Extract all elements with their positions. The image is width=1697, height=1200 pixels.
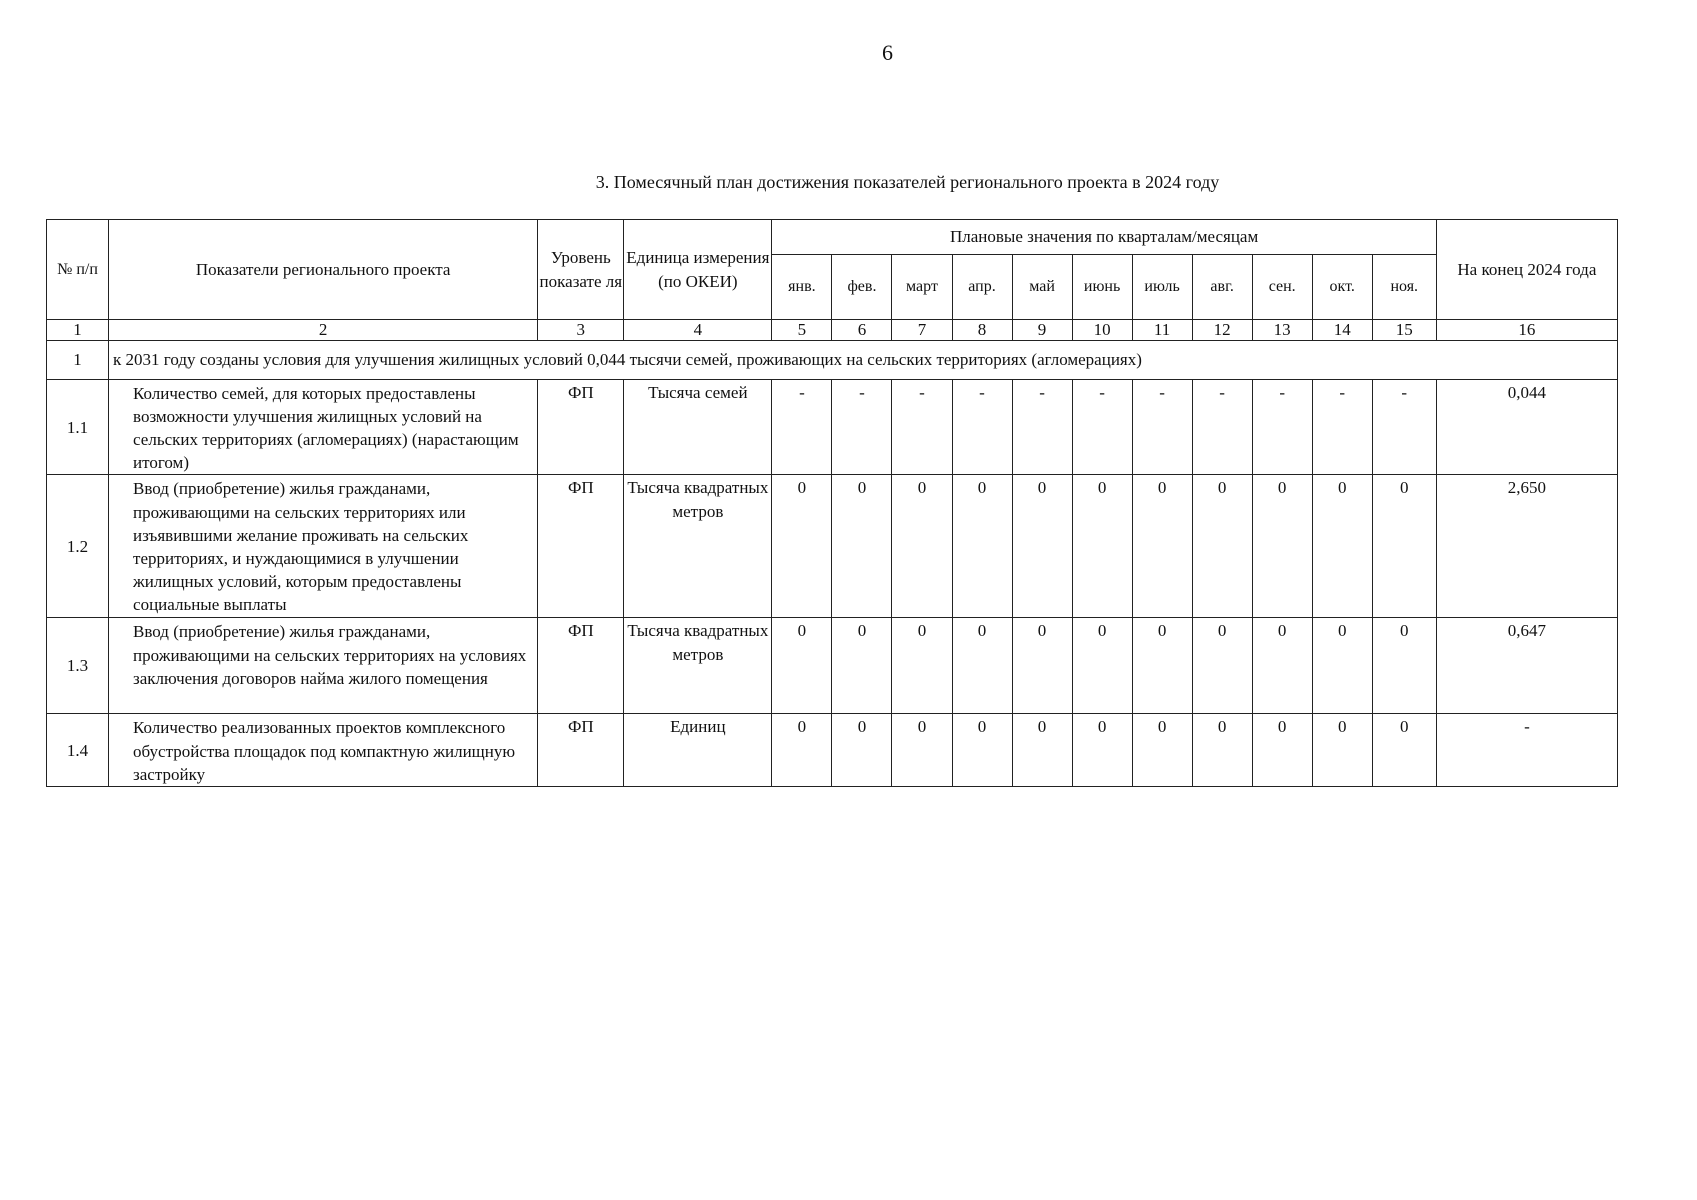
month-value: 0 — [832, 714, 892, 786]
month-value: 0 — [1072, 475, 1132, 618]
month-value: - — [1192, 380, 1252, 475]
month-value: 0 — [772, 714, 832, 786]
column-number: 4 — [624, 320, 772, 341]
row-number: 1.2 — [47, 475, 109, 618]
month-value: 0 — [1312, 618, 1372, 714]
column-number: 13 — [1252, 320, 1312, 341]
year-end-value: 0,044 — [1436, 380, 1617, 475]
month-value: - — [1312, 380, 1372, 475]
month-value: 0 — [952, 714, 1012, 786]
page-number: 6 — [882, 40, 893, 65]
header-month: янв. — [772, 255, 832, 320]
goal-number: 1 — [47, 341, 109, 380]
indicator-name: Ввод (приобретение) жилья гражданами, проживающими на сельских территориях или изъявившими желание проживать на сельских территориях, и нуждающимися в улучшении жилищных условий, которым предоставлены социальные выплаты — [109, 475, 538, 618]
month-value: 0 — [892, 475, 952, 618]
header-month: март — [892, 255, 952, 320]
column-number: 5 — [772, 320, 832, 341]
header-month: ноя. — [1372, 255, 1436, 320]
header-level: Уровень показате ля — [538, 220, 624, 320]
month-value: 0 — [832, 618, 892, 714]
month-value: 0 — [1072, 714, 1132, 786]
column-number: 16 — [1436, 320, 1617, 341]
month-value: - — [1072, 380, 1132, 475]
header-num: № п/п — [47, 220, 109, 320]
header-month: сен. — [1252, 255, 1312, 320]
column-number: 14 — [1312, 320, 1372, 341]
header-month: авг. — [1192, 255, 1252, 320]
header-unit: Единица измерения (по ОКЕИ) — [624, 220, 772, 320]
month-value: 0 — [772, 618, 832, 714]
month-value: 0 — [952, 475, 1012, 618]
header-month: фев. — [832, 255, 892, 320]
month-value: 0 — [1192, 475, 1252, 618]
header-month: июнь — [1072, 255, 1132, 320]
header-plan: Плановые значения по кварталам/месяцам — [772, 220, 1436, 255]
column-number: 15 — [1372, 320, 1436, 341]
column-number: 11 — [1132, 320, 1192, 341]
month-value: 0 — [1372, 618, 1436, 714]
column-number: 6 — [832, 320, 892, 341]
month-value: - — [892, 380, 952, 475]
header-indicators: Показатели регионального проекта — [109, 220, 538, 320]
indicator-name: Количество семей, для которых предоставлены возможности улучшения жилищных условий на сельских территориях (агломерациях) (нарастающим итогом) — [109, 380, 538, 475]
indicator-unit: Тысяча семей — [624, 380, 772, 475]
month-value: - — [832, 380, 892, 475]
month-value: - — [952, 380, 1012, 475]
month-value: 0 — [1192, 714, 1252, 786]
month-value: - — [1252, 380, 1312, 475]
year-end-value: - — [1436, 714, 1617, 786]
column-number: 12 — [1192, 320, 1252, 341]
month-value: - — [1372, 380, 1436, 475]
month-value: 0 — [1192, 618, 1252, 714]
column-number: 10 — [1072, 320, 1132, 341]
row-number: 1.4 — [47, 714, 109, 786]
indicator-level: ФП — [538, 618, 624, 714]
month-value: 0 — [1132, 714, 1192, 786]
month-value: 0 — [1012, 714, 1072, 786]
indicator-name: Ввод (приобретение) жилья гражданами, проживающими на сельских территориях на условиях заключения договоров найма жилого помещения — [109, 618, 538, 714]
year-end-value: 2,650 — [1436, 475, 1617, 618]
indicator-level: ФП — [538, 380, 624, 475]
column-number: 8 — [952, 320, 1012, 341]
month-value: - — [1132, 380, 1192, 475]
indicator-level: ФП — [538, 714, 624, 786]
month-value: 0 — [1132, 475, 1192, 618]
month-value: 0 — [1312, 475, 1372, 618]
month-value: 0 — [1072, 618, 1132, 714]
column-number: 3 — [538, 320, 624, 341]
indicator-level: ФП — [538, 475, 624, 618]
month-value: 0 — [1132, 618, 1192, 714]
header-month: июль — [1132, 255, 1192, 320]
goal-text: к 2031 году созданы условия для улучшения жилищных условий 0,044 тысячи семей, проживающих на сельских территориях (агломерациях) — [109, 341, 1618, 380]
month-value: 0 — [892, 618, 952, 714]
month-value: 0 — [1372, 714, 1436, 786]
column-number: 7 — [892, 320, 952, 341]
column-number: 2 — [109, 320, 538, 341]
month-value: - — [772, 380, 832, 475]
column-number: 9 — [1012, 320, 1072, 341]
month-value: 0 — [1312, 714, 1372, 786]
month-value: 0 — [952, 618, 1012, 714]
indicator-unit: Единиц — [624, 714, 772, 786]
monthly-plan-table — [46, 219, 1618, 787]
row-number: 1.3 — [47, 618, 109, 714]
table-row — [47, 380, 1618, 475]
month-value: 0 — [832, 475, 892, 618]
header-end: На конец 2024 года — [1436, 220, 1617, 320]
month-value: 0 — [1372, 475, 1436, 618]
indicator-unit: Тысяча квадратных метров — [624, 618, 772, 714]
table-row — [47, 475, 1618, 618]
indicator-unit: Тысяча квадратных метров — [624, 475, 772, 618]
table-row — [47, 714, 1618, 786]
table-title: 3. Помесячный план достижения показателей регионального проекта в 2024 году — [595, 172, 1220, 192]
goal-row — [47, 341, 1618, 380]
month-value: 0 — [892, 714, 952, 786]
column-number: 1 — [47, 320, 109, 341]
year-end-value: 0,647 — [1436, 618, 1617, 714]
month-value: 0 — [1252, 475, 1312, 618]
column-number-row — [47, 320, 1618, 341]
row-number: 1.1 — [47, 380, 109, 475]
header-month: окт. — [1312, 255, 1372, 320]
table-row — [47, 618, 1618, 714]
header-month: апр. — [952, 255, 1012, 320]
month-value: 0 — [772, 475, 832, 618]
month-value: 0 — [1252, 714, 1312, 786]
month-value: - — [1012, 380, 1072, 475]
header-month: май — [1012, 255, 1072, 320]
month-value: 0 — [1252, 618, 1312, 714]
month-value: 0 — [1012, 475, 1072, 618]
month-value: 0 — [1012, 618, 1072, 714]
indicator-name: Количество реализованных проектов комплексного обустройства площадок под компактную жилищную застройку — [109, 714, 538, 786]
